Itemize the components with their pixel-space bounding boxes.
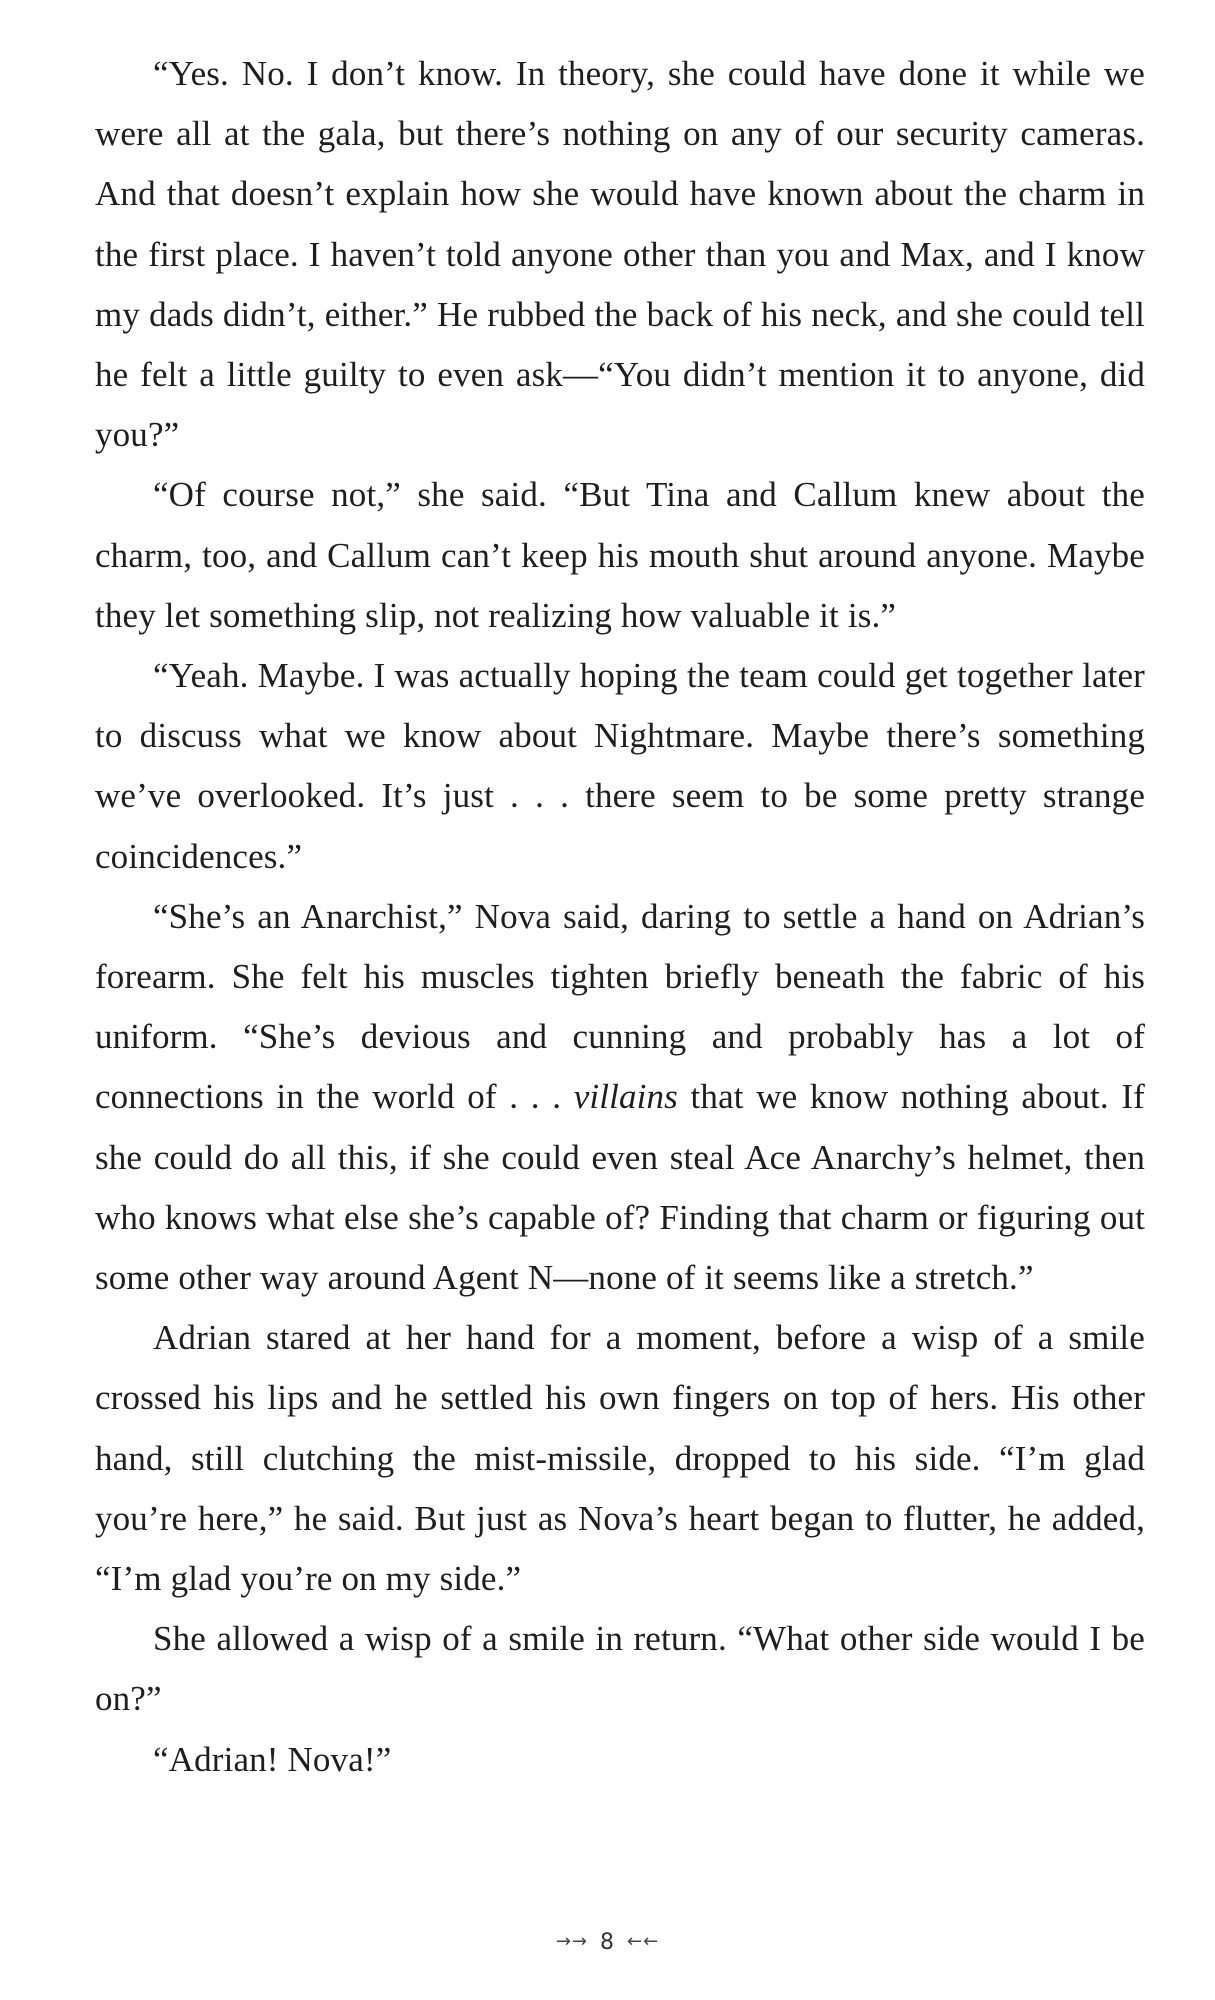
paragraph-7: “Adrian! Nova!” — [153, 1739, 392, 1779]
left-ornament-icon: →→ — [555, 1931, 588, 1952]
right-ornament-icon: ←← — [627, 1931, 660, 1952]
paragraph-4-text-after: that we know nothing about. If she could do all this, if she could even steal Ace Anarchy’s helmet, then who knows what else she’s capable of? Finding that charm or figuring out some other way around Agent N—none of it seems like a stretch.” — [95, 1077, 1145, 1298]
paragraph-4-text-before: “She’s an Anarchist,” Nova said, daring to settle a hand on Adrian’s forearm. She felt his muscles tighten briefly beneath the fabric of his uniform. “She’s devious and cunning and probably has a lot of connections in the world of . . . — [95, 896, 1145, 1117]
paragraph-3: “Yeah. Maybe. I was actually hoping the team could get together later to discuss what we know about Nightmare. Maybe there’s something we’ve overlooked. It’s just . . . there seem to be some pretty strange coincidences.” — [95, 656, 1145, 876]
paragraph-4 — [95, 887, 1145, 1308]
paragraph-6: She allowed a wisp of a smile in return. “What other side would I be on?” — [95, 1619, 1145, 1719]
paragraph-1: “Yes. No. I don’t know. In theory, she could have done it while we were all at the gala, but there’s nothing on any of our security cameras. And that doesn’t explain how she would have known about the charm in the first place. I haven’t told anyone other than you and Max, and I know my dads didn’t, either.” He rubbed the back of his neck, and she could tell he felt a little guilty to even ask—“You didn’t mention it to anyone, did you?” — [95, 54, 1145, 455]
paragraph-5: Adrian stared at her hand for a moment, before a wisp of a smile crossed his lips and he settled his own fingers on top of hers. His other hand, still clutching the mist-missile, dropped to his side. “I’m glad you’re here,” he said. But just as Nova’s heart began to flutter, he added, “I’m glad you’re on my side.” — [95, 1318, 1145, 1599]
page-folio — [0, 1930, 1215, 1955]
paragraph-2: “Of course not,” she said. “But Tina and Callum knew about the charm, too, and Callum can’t keep his mouth shut around anyone. Maybe they let something slip, not realizing how valuable it is.” — [95, 475, 1145, 635]
page-body — [95, 44, 1145, 1790]
page-number: 8 — [600, 1930, 615, 1955]
paragraph-4-italic-word: villains — [573, 1077, 678, 1117]
